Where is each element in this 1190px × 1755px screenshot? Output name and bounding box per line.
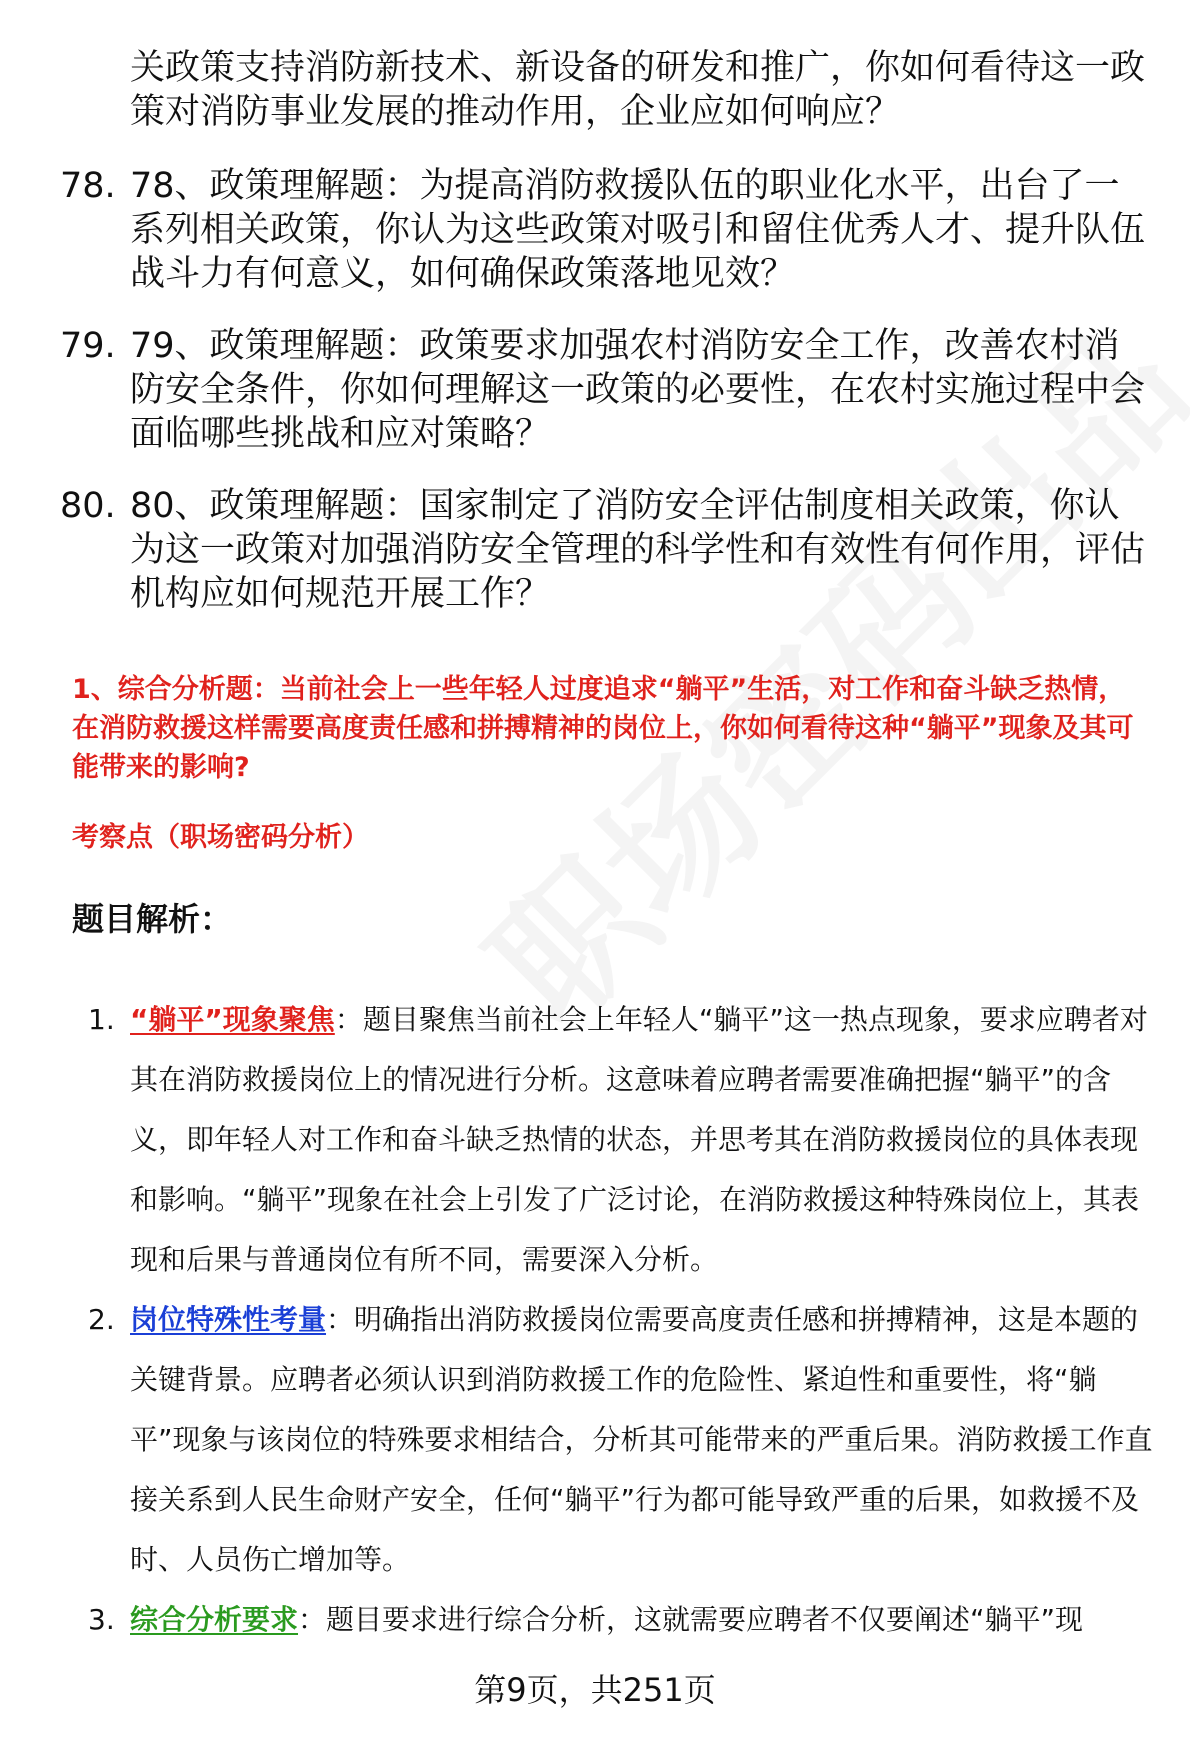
question-text: 79、政策理解题：政策要求加强农村消防安全工作，改善农村消防安全条件，你如何理解这一政策的必要性，在农村实施过程中会面临哪些挑战和应对策略？ — [130, 326, 1146, 454]
question-item-79 — [60, 324, 1150, 456]
analysis-number: 3. — [88, 1603, 115, 1636]
question-item-78 — [60, 164, 1150, 296]
question-continuation — [60, 46, 1150, 134]
page-footer: 第9页，共251页 — [474, 1671, 716, 1709]
exam-point: 考察点（职场密码分析） — [72, 822, 369, 853]
question-item-80 — [60, 484, 1150, 616]
analysis-heading: 题目解析： — [72, 900, 233, 938]
question-text: 80、政策理解题：国家制定了消防安全评估制度相关政策，你认为这一政策对加强消防安全管理的科学性和有效性有何作用，评估机构应如何规范开展工作？ — [130, 486, 1146, 614]
analysis-key: “躺平”现象聚焦 — [130, 1003, 335, 1036]
analysis-text: ：题目要求进行综合分析，这就需要应聘者不仅要阐述“躺平”现 — [298, 1603, 1084, 1636]
analysis-text: ：明确指出消防救援岗位需要高度责任感和拼搏精神，这是本题的关键背景。应聘者必须认识到消防救援工作的危险性、紧迫性和重要性，将“躺平”现象与该岗位的特殊要求相结合，分析其可能带来的严重后果。消防救援工作直接关系到人民生命财产安全，任何“躺平”行为都可能导致严重的后果，如救援不及时、人员伤亡增加等。 — [130, 1303, 1153, 1576]
question-number: 78. — [60, 166, 116, 206]
analysis-number: 1. — [88, 1003, 115, 1036]
analysis-text: ：题目聚焦当前社会上年轻人“躺平”这一热点现象，要求应聘者对其在消防救援岗位上的情况进行分析。这意味着应聘者需要准确把握“躺平”的含义，即年轻人对工作和奋斗缺乏热情的状态，并思考其在消防救援岗位的具体表现和影响。“躺平”现象在社会上引发了广泛讨论，在消防救援这种特殊岗位上，其表现和后果与普通岗位有所不同，需要深入分析。 — [130, 1003, 1148, 1276]
question-list — [60, 46, 1150, 636]
analysis-item-1 — [80, 990, 1160, 1290]
question-number: 80. — [60, 486, 116, 526]
question-text: 78、政策理解题：为提高消防救援队伍的职业化水平，出台了一系列相关政策，你认为这些政策对吸引和留住优秀人才、提升队伍战斗力有何意义，如何确保政策落地见效？ — [130, 166, 1146, 294]
question-text: 关政策支持消防新技术、新设备的研发和推广，你如何看待这一政策对消防事业发展的推动作用，企业应如何响应？ — [130, 48, 1146, 132]
analysis-number: 2. — [88, 1303, 115, 1336]
analysis-item-3 — [80, 1590, 1160, 1650]
question-number: 79. — [60, 326, 116, 366]
analysis-key: 岗位特殊性考量 — [130, 1303, 327, 1336]
highlight-question: 1、综合分析题：当前社会上一些年轻人过度追求“躺平”生活，对工作和奋斗缺乏热情，在消防救援这样需要高度责任感和拼搏精神的岗位上，你如何看待这种“躺平”现象及其可能带来的影响? — [72, 674, 1134, 783]
analysis-item-2 — [80, 1290, 1160, 1590]
analysis-list — [80, 990, 1160, 1650]
analysis-key: 综合分析要求 — [130, 1603, 299, 1636]
